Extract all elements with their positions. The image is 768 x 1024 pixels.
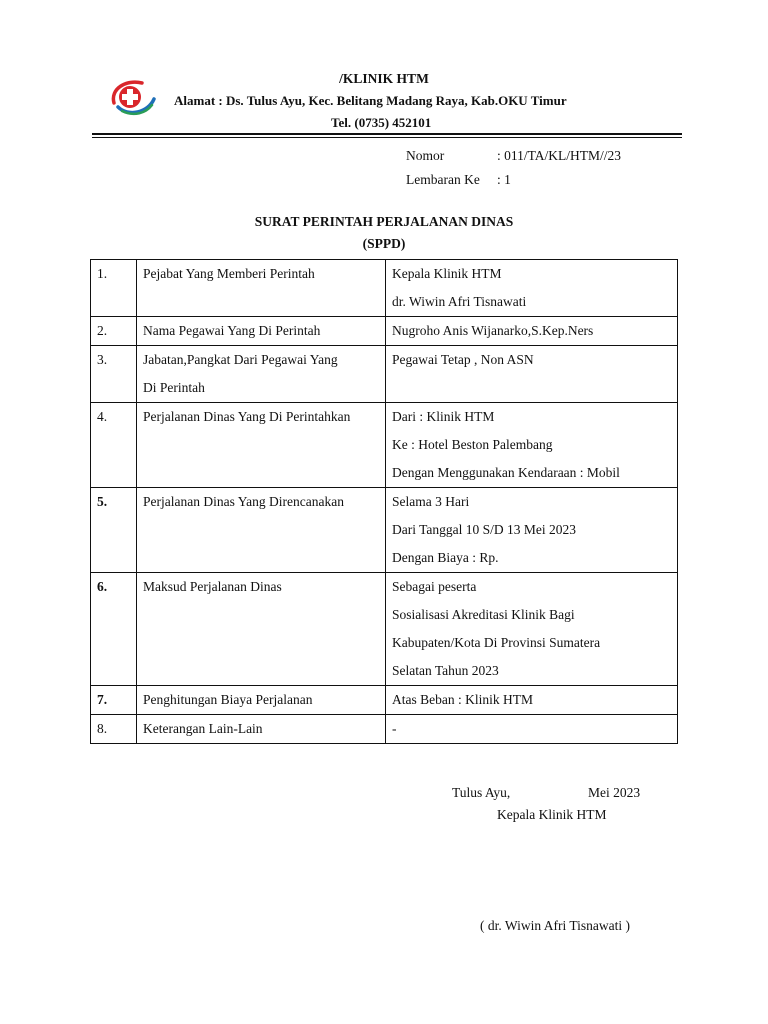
row-number: 2. [91, 317, 137, 346]
row-value-line: Nugroho Anis Wijanarko,S.Kep.Ners [392, 323, 594, 338]
row-label-line: Perjalanan Dinas Yang Di Perintahkan [143, 409, 351, 424]
row-value-line: Dari : Klinik HTM [392, 409, 495, 424]
clinic-address: Alamat : Ds. Tulus Ayu, Kec. Belitang Madang Raya, Kab.OKU Timur [174, 93, 567, 108]
row-label [137, 715, 386, 744]
row-value [386, 573, 678, 686]
document-title: SURAT PERINTAH PERJALANAN DINAS [254, 214, 514, 229]
signature-position: Kepala Klinik HTM [497, 807, 607, 822]
table-row [91, 488, 678, 573]
nomor-value: : 011/TA/KL/HTM//23 [497, 148, 622, 163]
signature-date: Mei 2023 [588, 785, 641, 800]
row-label [137, 573, 386, 686]
row-label [137, 686, 386, 715]
row-number: 3. [91, 346, 137, 403]
row-value-line: Sosialisasi Akreditasi Klinik Bagi [392, 607, 575, 622]
row-value [386, 488, 678, 573]
row-value-line: Dengan Biaya : Rp. [392, 550, 499, 565]
table-row [91, 317, 678, 346]
row-label [137, 488, 386, 573]
row-label-line: Nama Pegawai Yang Di Perintah [143, 323, 321, 338]
lembaran-value: : 1 [497, 172, 511, 187]
row-label-line: Keterangan Lain-Lain [143, 721, 263, 736]
row-value-line: dr. Wiwin Afri Tisnawati [392, 294, 527, 309]
table-row [91, 260, 678, 317]
row-number: 5. [91, 488, 137, 573]
row-value-line: Selatan Tahun 2023 [392, 663, 499, 678]
signature-name: ( dr. Wiwin Afri Tisnawati ) [480, 918, 630, 933]
row-label-line: Maksud Perjalanan Dinas [143, 579, 282, 594]
row-value [386, 403, 678, 488]
letterhead-divider [92, 133, 682, 135]
row-value-line: Dari Tanggal 10 S/D 13 Mei 2023 [392, 522, 577, 537]
row-value-line: - [392, 721, 397, 736]
row-value [386, 260, 678, 317]
nomor-label: Nomor [406, 148, 445, 163]
document-subtitle: (SPPD) [362, 236, 406, 251]
letterhead-divider-thin [92, 137, 682, 138]
row-value-line: Selama 3 Hari [392, 494, 470, 509]
signature-place: Tulus Ayu, [452, 785, 511, 800]
row-value [386, 346, 678, 403]
row-number: 7. [91, 686, 137, 715]
row-label-line: Di Perintah [143, 380, 205, 395]
row-value-line: Kepala Klinik HTM [392, 266, 502, 281]
table-row [91, 715, 678, 744]
row-number: 1. [91, 260, 137, 317]
row-label-line: Penghitungan Biaya Perjalanan [143, 692, 313, 707]
row-value-line: Atas Beban : Klinik HTM [392, 692, 533, 707]
row-value [386, 317, 678, 346]
row-value [386, 715, 678, 744]
lembaran-label: Lembaran Ke [406, 172, 480, 187]
row-number: 8. [91, 715, 137, 744]
clinic-name: /KLINIK HTM [339, 71, 429, 86]
row-label [137, 260, 386, 317]
row-value-line: Sebagai peserta [392, 579, 477, 594]
row-value-line: Pegawai Tetap , Non ASN [392, 352, 534, 367]
table-row [91, 686, 678, 715]
row-label [137, 317, 386, 346]
row-label [137, 403, 386, 488]
row-number: 6. [91, 573, 137, 686]
row-value-line: Kabupaten/Kota Di Provinsi Sumatera [392, 635, 601, 650]
row-value-line: Dengan Menggunakan Kendaraan : Mobil [392, 465, 620, 480]
row-number: 4. [91, 403, 137, 488]
row-label-line: Pejabat Yang Memberi Perintah [143, 266, 315, 281]
row-value [386, 686, 678, 715]
row-label-line: Jabatan,Pangkat Dari Pegawai Yang [143, 352, 338, 367]
row-value-line: Ke : Hotel Beston Palembang [392, 437, 553, 452]
table-row [91, 403, 678, 488]
row-label-line: Perjalanan Dinas Yang Direncanakan [143, 494, 344, 509]
clinic-phone: Tel. (0735) 452101 [331, 115, 432, 130]
sppd-table [90, 259, 678, 744]
table-row [91, 346, 678, 403]
row-label [137, 346, 386, 403]
table-row [91, 573, 678, 686]
